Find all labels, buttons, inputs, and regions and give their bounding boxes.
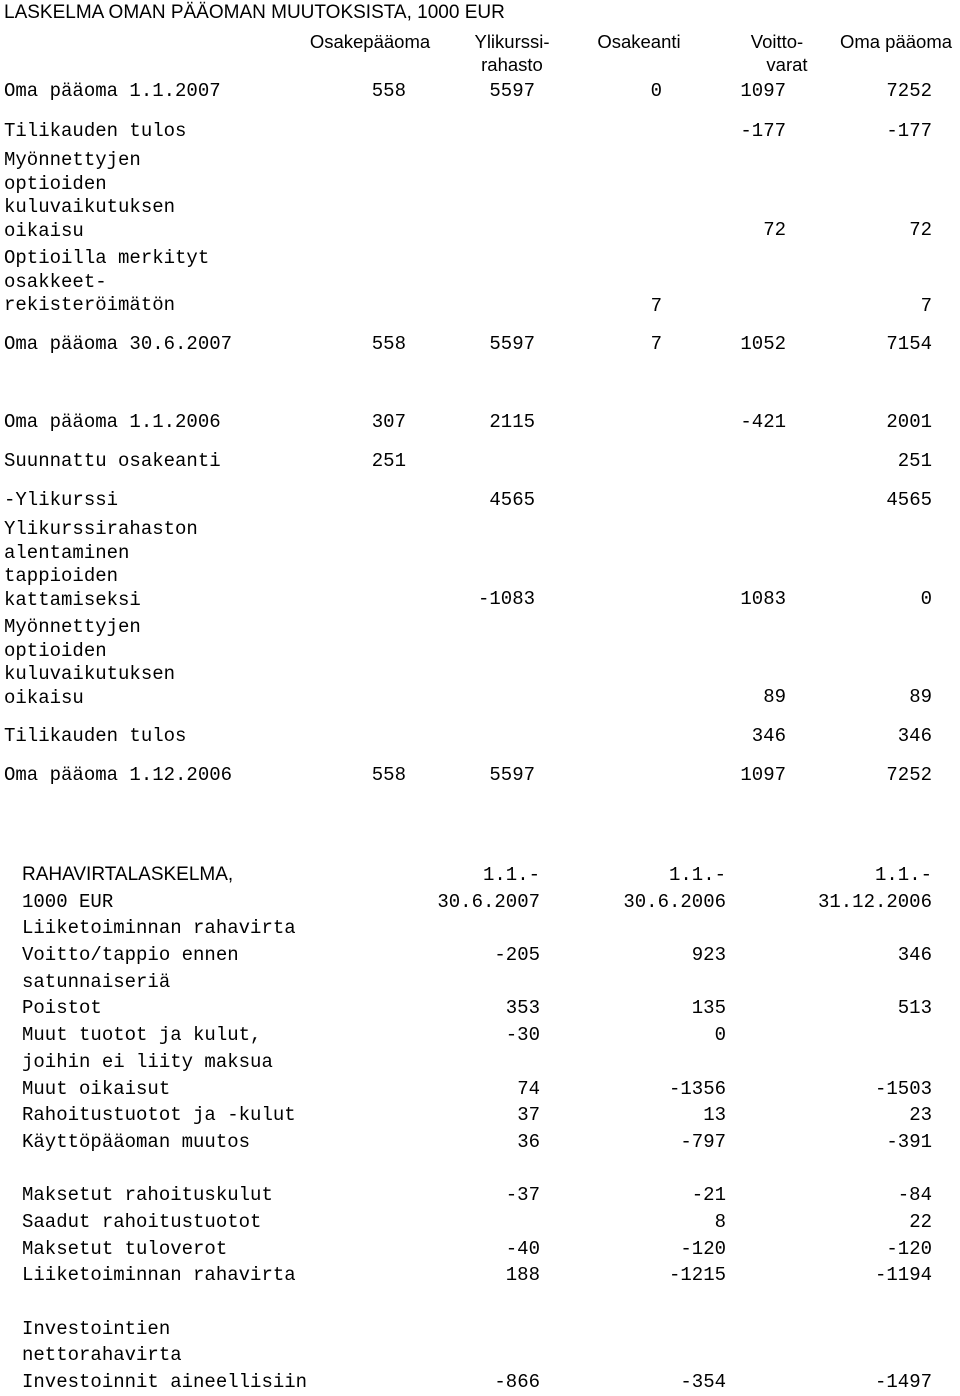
cell-oma-paaoma: -177 (886, 120, 932, 142)
row-label: Myönnettyjen optioiden kuluvaikutuksen oikaisu (4, 149, 176, 242)
cell-voittovarat: -177 (740, 120, 786, 142)
row-label: Investointien (22, 1317, 171, 1340)
cell-oma-paaoma: 4565 (886, 489, 932, 511)
cell-2006-h1: -21 (691, 1184, 726, 1207)
cell-2007: -205 (494, 944, 540, 967)
cell-voittovarat: 346 (751, 725, 786, 747)
row-label: Oma pääoma 1.12.2006 (4, 764, 233, 786)
equity-column-headers (0, 30, 960, 80)
cell-2006-full: 23 (909, 1104, 932, 1127)
period-start-1: 1.1.- (482, 864, 540, 886)
cashflow-row (22, 915, 934, 942)
cell-oma-paaoma: 7252 (886, 764, 932, 786)
cell-ylikurssirahasto: 5597 (489, 764, 535, 786)
header-osakeanti: Osakeanti (597, 31, 681, 52)
cell-2007: 353 (505, 997, 540, 1020)
cashflow-row (22, 1182, 934, 1209)
cell-2007: 37 (517, 1104, 540, 1127)
cell-2007: 188 (505, 1264, 540, 1287)
row-label: Maksetut tuloverot (22, 1237, 228, 1260)
cell-2007: 74 (517, 1077, 540, 1100)
cell-voittovarat: 1052 (740, 333, 786, 355)
row-label: Oma pääoma 1.1.2007 (4, 80, 221, 102)
cell-2006-full: -1497 (874, 1371, 932, 1394)
cell-voittovarat: -421 (740, 411, 786, 433)
row-label: Käyttöpääoman muutos (22, 1130, 251, 1153)
cell-2006-full: 346 (897, 944, 932, 967)
cell-2006-h1: 0 (714, 1024, 726, 1047)
row-label: nettorahavirta (22, 1344, 182, 1367)
cashflow-unit: 1000 EUR (22, 890, 114, 913)
cell-2006-full: -1194 (874, 1264, 932, 1287)
period-start-3: 1.1.- (874, 864, 932, 886)
header-ylikurssi: Ylikurssi- (474, 31, 550, 52)
cell-voittovarat: 1083 (740, 588, 786, 610)
cashflow-title: RAHAVIRTALASKELMA, (22, 864, 234, 885)
cashflow-row (22, 1236, 934, 1263)
cell-ylikurssirahasto: 2115 (489, 411, 535, 433)
cell-2006-h1: 923 (691, 944, 726, 967)
cell-2006-full: -120 (886, 1237, 932, 1260)
row-label: Poistot (22, 997, 102, 1020)
cell-osakeanti: 7 (650, 333, 662, 355)
cell-osakepaaoma: 558 (371, 764, 406, 786)
cell-osakeanti: 7 (650, 295, 662, 317)
header-osakepaaoma: Osakepääoma (309, 31, 431, 52)
cashflow-row (22, 1262, 934, 1289)
row-label: Liiketoiminnan rahavirta (22, 1264, 296, 1287)
row-label: Oma pääoma 30.6.2007 (4, 333, 233, 355)
cell-2006-h1: 8 (714, 1210, 726, 1233)
row-label: Suunnattu osakeanti (4, 450, 221, 472)
period-start-2: 1.1.- (668, 864, 726, 886)
cell-2007: 36 (517, 1130, 540, 1153)
header-oma-paaoma: Oma pääoma (839, 31, 953, 52)
cashflow-row (22, 942, 934, 969)
row-label: -Ylikurssi (4, 489, 119, 511)
document-title: LASKELMA OMAN PÄÄOMAN MUUTOKSISTA, 1000 EUR (4, 2, 505, 23)
row-label: Tilikauden tulos (4, 725, 187, 747)
cashflow-header-row (22, 862, 934, 889)
cashflow-row (22, 1022, 934, 1049)
cell-2006-full: 22 (909, 1210, 932, 1233)
row-label: joihin ei liity maksua (22, 1050, 273, 1073)
cell-voittovarat: 1097 (740, 764, 786, 786)
cell-oma-paaoma: 7 (920, 295, 932, 317)
cell-2007: -866 (494, 1371, 540, 1394)
cell-2006-full: 513 (897, 997, 932, 1020)
cell-ylikurssirahasto: 4565 (489, 489, 535, 511)
cell-2006-h1: -1356 (668, 1077, 726, 1100)
cashflow-row (22, 1289, 934, 1316)
cell-oma-paaoma: 72 (909, 219, 932, 241)
cashflow-row (22, 1129, 934, 1156)
cashflow-row (22, 1316, 934, 1343)
cell-osakeanti: 0 (650, 80, 662, 102)
cell-voittovarat: 89 (763, 686, 786, 708)
row-label: Tilikauden tulos (4, 120, 187, 142)
cell-osakepaaoma: 251 (371, 450, 406, 472)
cell-2006-h1: -1215 (668, 1264, 726, 1287)
row-label: Ylikurssirahaston alentaminen tappioiden kattamiseksi (4, 518, 198, 611)
cell-2006-full: -84 (897, 1184, 932, 1207)
cashflow-row (22, 1156, 934, 1183)
cell-2006-h1: 13 (703, 1104, 726, 1127)
row-label: Muut tuotot ja kulut, (22, 1024, 262, 1047)
cell-2006-h1: -797 (680, 1130, 726, 1153)
cell-2006-full: -1503 (874, 1077, 932, 1100)
cell-oma-paaoma: 0 (920, 588, 932, 610)
row-label: Maksetut rahoituskulut (22, 1184, 273, 1207)
header-rahasto: rahasto (481, 54, 543, 75)
cell-2007: -37 (505, 1184, 540, 1207)
cashflow-row (22, 995, 934, 1022)
cell-2007: -40 (505, 1237, 540, 1260)
cell-oma-paaoma: 7252 (886, 80, 932, 102)
row-label: Liiketoiminnan rahavirta (22, 917, 296, 940)
cell-osakepaaoma: 558 (371, 80, 406, 102)
cell-voittovarat: 72 (763, 219, 786, 241)
row-label: Voitto/tappio ennen (22, 944, 239, 967)
row-label: Oma pääoma 1.1.2006 (4, 411, 221, 433)
period-end-3: 31.12.2006 (817, 890, 932, 913)
cell-voittovarat: 1097 (740, 80, 786, 102)
cell-2006-h1: -120 (680, 1237, 726, 1260)
row-label: Saadut rahoitustuotot (22, 1210, 262, 1233)
cell-ylikurssirahasto: -1083 (477, 588, 535, 610)
cell-ylikurssirahasto: 5597 (489, 80, 535, 102)
cashflow-row (22, 1076, 934, 1103)
cashflow-row (22, 969, 934, 996)
cell-osakepaaoma: 307 (371, 411, 406, 433)
row-label: Rahoitustuotot ja -kulut (22, 1104, 296, 1127)
cell-2006-h1: -354 (680, 1371, 726, 1394)
row-label: Muut oikaisut (22, 1077, 171, 1100)
cell-2007: -30 (505, 1024, 540, 1047)
period-end-2: 30.6.2006 (623, 890, 726, 913)
cashflow-row (22, 1342, 934, 1369)
cell-ylikurssirahasto: 5597 (489, 333, 535, 355)
cashflow-row (22, 1102, 934, 1129)
period-end-1: 30.6.2007 (437, 890, 540, 913)
row-label: Investoinnit aineellisiin (22, 1371, 308, 1394)
header-varat: varat (766, 54, 808, 75)
row-label: satunnaiseriä (22, 970, 171, 993)
row-label: Optioilla merkityt osakkeet- rekisteröimätön (4, 247, 210, 316)
cell-osakepaaoma: 558 (371, 333, 406, 355)
cashflow-rows (22, 915, 934, 1395)
header-voitto: Voitto- (750, 31, 804, 52)
cell-oma-paaoma: 251 (897, 450, 932, 472)
cell-oma-paaoma: 89 (909, 686, 932, 708)
cell-oma-paaoma: 7154 (886, 333, 932, 355)
cell-oma-paaoma: 2001 (886, 411, 932, 433)
cashflow-header-row (22, 889, 934, 916)
cell-2006-h1: 135 (691, 997, 726, 1020)
cashflow-table (22, 862, 934, 1396)
cashflow-row (22, 1209, 934, 1236)
cashflow-row (22, 1049, 934, 1076)
cell-oma-paaoma: 346 (897, 725, 932, 747)
row-label: Myönnettyjen optioiden kuluvaikutuksen oikaisu (4, 616, 176, 709)
cell-2006-full: -391 (886, 1130, 932, 1153)
